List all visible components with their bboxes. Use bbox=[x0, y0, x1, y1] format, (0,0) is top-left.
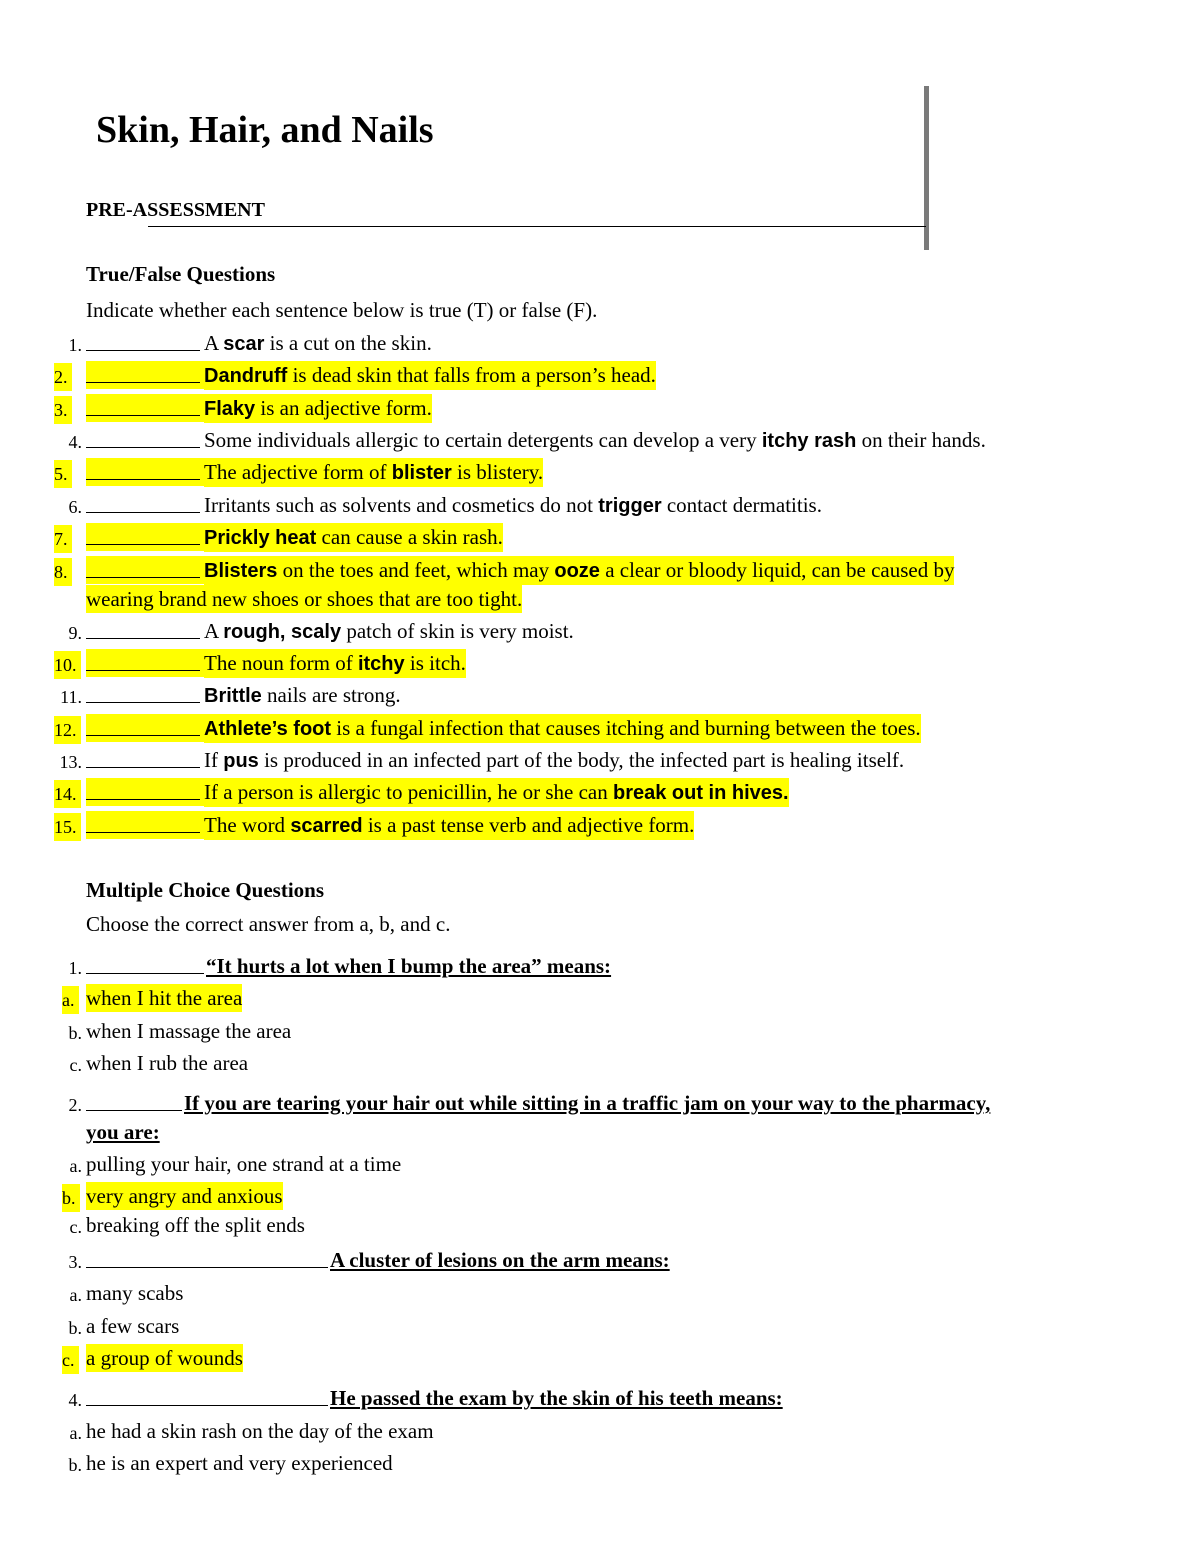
key-term: Blisters bbox=[204, 560, 278, 582]
question-text-continuation: you are: bbox=[86, 1120, 160, 1144]
answer-blank[interactable] bbox=[86, 638, 200, 639]
key-term: itchy bbox=[357, 653, 405, 675]
key-term: scarred bbox=[290, 815, 363, 837]
key-term: pus bbox=[223, 750, 259, 772]
question-number: 1. bbox=[68, 958, 82, 978]
statement-fragment: is blistery. bbox=[451, 460, 544, 484]
statement-text bbox=[204, 746, 904, 775]
item-number: 7. bbox=[54, 525, 72, 553]
answer-blank[interactable] bbox=[86, 799, 200, 800]
answer-blank[interactable] bbox=[86, 1110, 182, 1111]
key-term: Prickly heat bbox=[204, 527, 317, 549]
true-false-item bbox=[0, 649, 1200, 681]
option-text: when I massage the area bbox=[86, 1019, 292, 1043]
answer-blank[interactable] bbox=[86, 973, 204, 974]
statement-text bbox=[204, 811, 694, 840]
true-false-item bbox=[0, 491, 1200, 523]
option-letter: b. bbox=[68, 1023, 82, 1043]
key-term: blister bbox=[391, 462, 452, 484]
statement-text bbox=[204, 617, 574, 646]
item-number: 5. bbox=[54, 460, 72, 488]
question-text: If you are tearing your hair out while sitting in a traffic jam on your way to the pharmacy, bbox=[184, 1091, 991, 1115]
multiple-choice-heading: Multiple Choice Questions bbox=[86, 878, 325, 902]
statement-fragment: The adjective form of bbox=[204, 460, 392, 484]
true-false-item bbox=[0, 556, 1200, 588]
option-text: many scabs bbox=[86, 1281, 184, 1305]
statement-text bbox=[204, 361, 656, 390]
answer-blank-highlight bbox=[86, 811, 204, 839]
option-text: a group of wounds bbox=[86, 1346, 243, 1370]
option-text: very angry and anxious bbox=[86, 1184, 283, 1208]
option-text: he had a skin rash on the day of the exam bbox=[86, 1419, 434, 1443]
answer-blank[interactable] bbox=[86, 1267, 328, 1268]
option-letter: a. bbox=[62, 986, 79, 1014]
option-text: when I hit the area bbox=[86, 986, 243, 1010]
option-letter: c. bbox=[69, 1055, 82, 1075]
true-false-item bbox=[0, 617, 1200, 649]
option-letter: b. bbox=[68, 1455, 82, 1475]
answer-blank[interactable] bbox=[86, 735, 200, 736]
statement-fragment: A bbox=[204, 619, 224, 643]
mc-question bbox=[0, 952, 1200, 982]
statement-fragment: a clear or bloody liquid, can be caused by bbox=[599, 558, 955, 582]
true-false-item bbox=[0, 426, 1200, 458]
item-number: 13. bbox=[59, 752, 82, 772]
statement-text bbox=[204, 778, 789, 807]
mc-question bbox=[0, 1384, 1200, 1414]
key-term: Athlete’s foot bbox=[204, 718, 332, 740]
true-false-item bbox=[0, 746, 1200, 778]
item-number: 12. bbox=[54, 716, 81, 744]
statement-fragment: is a fungal infection that causes itching and burning between the toes. bbox=[331, 716, 921, 740]
page-title: Skin, Hair, and Nails bbox=[96, 109, 434, 151]
statement-fragment: contact dermatitis. bbox=[661, 493, 822, 517]
statement-text bbox=[204, 426, 986, 455]
true-false-item bbox=[0, 778, 1200, 810]
true-false-item bbox=[0, 811, 1200, 843]
true-false-item bbox=[0, 714, 1200, 746]
item-number: 11. bbox=[60, 687, 82, 707]
key-term: break out in hives. bbox=[612, 782, 789, 804]
item-number: 15. bbox=[54, 813, 81, 841]
option-text: when I rub the area bbox=[86, 1051, 249, 1075]
answer-blank[interactable] bbox=[86, 767, 200, 768]
true-false-item bbox=[0, 681, 1200, 713]
answer-blank-highlight bbox=[86, 394, 204, 422]
question-text: “It hurts a lot when I bump the area” means: bbox=[206, 954, 612, 978]
answer-blank-highlight bbox=[86, 714, 204, 742]
item-number: 4. bbox=[68, 432, 82, 452]
statement-fragment: can cause a skin rash. bbox=[316, 525, 503, 549]
option-letter: a. bbox=[69, 1423, 82, 1443]
statement-text bbox=[204, 649, 466, 678]
statement-fragment: Some individuals allergic to certain detergents can develop a very bbox=[204, 428, 762, 452]
option-text: pulling your hair, one strand at a time bbox=[86, 1152, 402, 1176]
statement-fragment: is itch. bbox=[404, 651, 466, 675]
statement-fragment: nails are strong. bbox=[261, 683, 401, 707]
key-term: scar bbox=[223, 333, 265, 355]
item-number: 8. bbox=[54, 558, 72, 586]
item-number: 1. bbox=[68, 335, 82, 355]
item-number: 2. bbox=[54, 363, 72, 391]
statement-fragment: The noun form of bbox=[204, 651, 358, 675]
key-term: itchy rash bbox=[761, 430, 857, 452]
statement-fragment: If a person is allergic to penicillin, he or she can bbox=[204, 780, 613, 804]
question-number: 2. bbox=[68, 1095, 82, 1115]
statement-fragment: is dead skin that falls from a person’s head. bbox=[287, 363, 656, 387]
true-false-heading: True/False Questions bbox=[86, 262, 276, 286]
option-letter: b. bbox=[68, 1318, 82, 1338]
answer-blank[interactable] bbox=[86, 350, 200, 351]
question-number: 3. bbox=[68, 1252, 82, 1272]
answer-blank[interactable] bbox=[86, 544, 200, 545]
answer-blank[interactable] bbox=[86, 577, 200, 578]
statement-continuation: wearing brand new shoes or shoes that are too tight. bbox=[86, 587, 523, 611]
answer-blank[interactable] bbox=[86, 512, 200, 513]
true-false-instruction: Indicate whether each sentence below is true (T) or false (F). bbox=[86, 298, 598, 322]
item-number: 9. bbox=[68, 623, 82, 643]
statement-text bbox=[204, 394, 432, 423]
true-false-item bbox=[0, 329, 1200, 361]
option-letter: b. bbox=[62, 1184, 80, 1212]
item-number: 10. bbox=[54, 651, 81, 679]
item-number: 3. bbox=[54, 396, 72, 424]
item-number: 6. bbox=[68, 497, 82, 517]
statement-text bbox=[204, 491, 822, 520]
key-term: trigger bbox=[598, 495, 662, 517]
statement-fragment: is a cut on the skin. bbox=[264, 331, 432, 355]
option-letter: a. bbox=[69, 1285, 82, 1305]
key-term: Brittle bbox=[204, 685, 262, 707]
statement-fragment: is a past tense verb and adjective form. bbox=[362, 813, 695, 837]
statement-fragment: on their hands. bbox=[856, 428, 986, 452]
statement-fragment: Irritants such as solvents and cosmetics do not bbox=[204, 493, 599, 517]
mc-question bbox=[0, 1089, 1200, 1119]
mc-question bbox=[0, 1246, 1200, 1276]
key-term: Dandruff bbox=[204, 365, 288, 387]
statement-fragment: If bbox=[204, 748, 224, 772]
answer-blank-highlight bbox=[86, 778, 204, 806]
multiple-choice-instruction: Choose the correct answer from a, b, and c. bbox=[86, 912, 451, 936]
statement-text bbox=[204, 458, 543, 487]
statement-text bbox=[204, 714, 921, 743]
option-letter: a. bbox=[69, 1156, 82, 1176]
statement-fragment: A bbox=[204, 331, 224, 355]
answer-blank-highlight bbox=[86, 361, 204, 389]
true-false-item bbox=[0, 394, 1200, 426]
question-number: 4. bbox=[68, 1390, 82, 1410]
statement-text bbox=[204, 681, 401, 710]
answer-blank-highlight bbox=[86, 649, 204, 677]
answer-blank[interactable] bbox=[86, 415, 200, 416]
statement-fragment: on the toes and feet, which may bbox=[277, 558, 555, 582]
true-false-item bbox=[0, 361, 1200, 393]
answer-blank[interactable] bbox=[86, 1405, 328, 1406]
header-rule bbox=[148, 226, 926, 227]
answer-blank[interactable] bbox=[86, 670, 200, 671]
key-term: rough, scaly bbox=[223, 621, 342, 643]
statement-fragment: is an adjective form. bbox=[255, 396, 432, 420]
item-number: 14. bbox=[54, 780, 81, 808]
answer-blank[interactable] bbox=[86, 479, 200, 480]
key-term: ooze bbox=[554, 560, 600, 582]
answer-blank[interactable] bbox=[86, 447, 200, 448]
option-text: he is an expert and very experienced bbox=[86, 1451, 393, 1475]
statement-fragment: The word bbox=[204, 813, 291, 837]
option-letter: c. bbox=[69, 1217, 82, 1237]
true-false-item bbox=[0, 458, 1200, 490]
answer-blank-highlight bbox=[86, 458, 204, 486]
true-false-item bbox=[0, 523, 1200, 555]
key-term: Flaky bbox=[204, 398, 256, 420]
question-text: He passed the exam by the skin of his teeth means: bbox=[330, 1386, 783, 1410]
statement-fragment: patch of skin is very moist. bbox=[341, 619, 574, 643]
section-subtitle: PRE-ASSESSMENT bbox=[86, 199, 265, 221]
answer-blank[interactable] bbox=[86, 832, 200, 833]
statement-text bbox=[204, 329, 432, 358]
statement-fragment: is produced in an infected part of the body, the infected part is healing itself. bbox=[258, 748, 905, 772]
question-text: A cluster of lesions on the arm means: bbox=[330, 1248, 670, 1272]
option-letter: c. bbox=[62, 1346, 79, 1374]
answer-blank[interactable] bbox=[86, 702, 200, 703]
statement-text bbox=[204, 523, 503, 552]
statement-text bbox=[204, 556, 954, 585]
answer-blank-highlight bbox=[86, 556, 204, 584]
answer-blank-highlight bbox=[86, 523, 204, 551]
option-text: breaking off the split ends bbox=[86, 1213, 305, 1237]
option-text: a few scars bbox=[86, 1314, 180, 1338]
answer-blank[interactable] bbox=[86, 382, 200, 383]
